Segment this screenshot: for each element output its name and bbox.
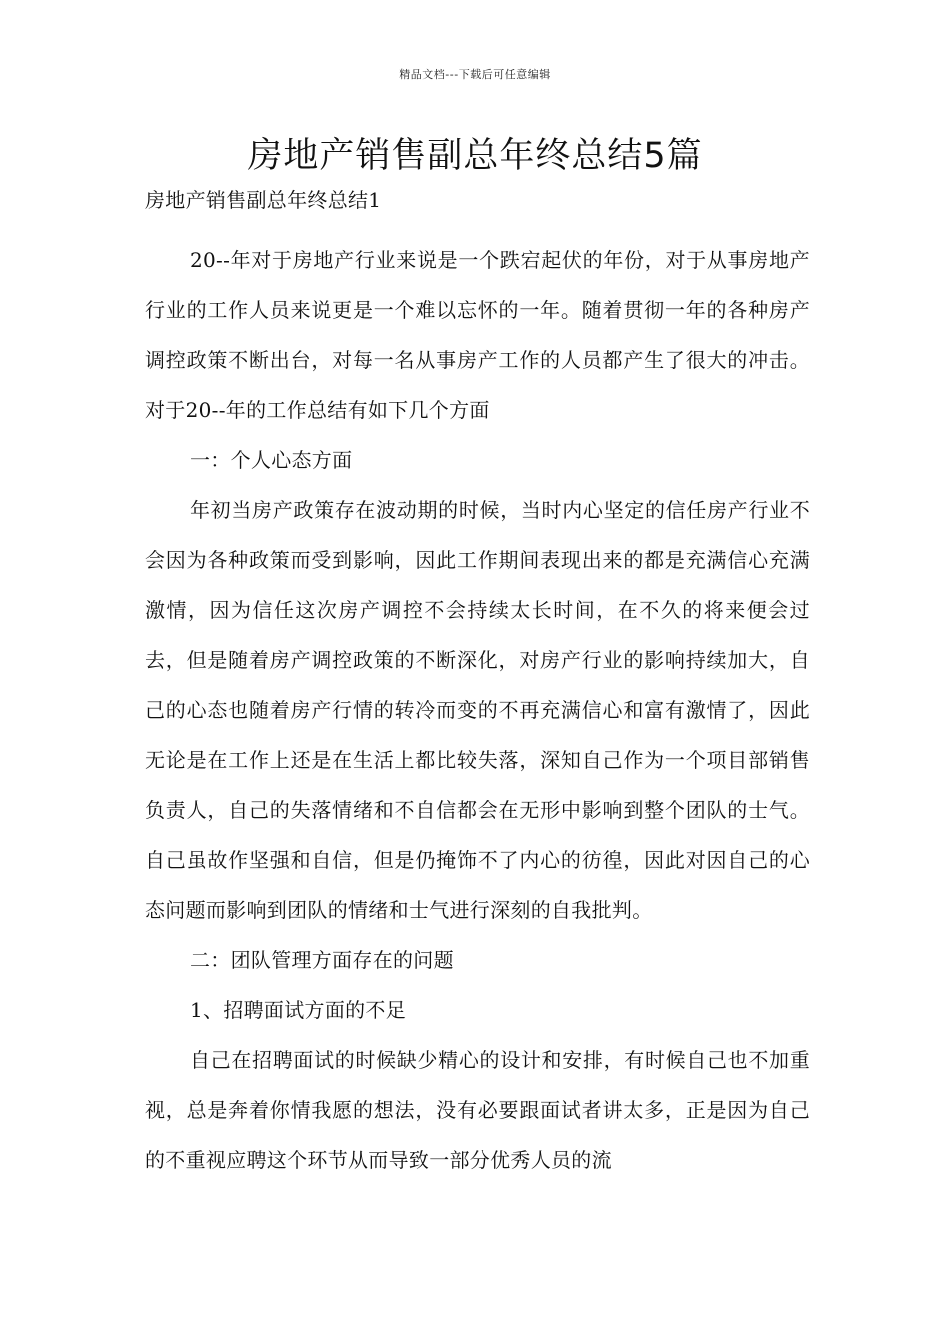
heading-team-management: 二：团队管理方面存在的问题 [190, 948, 454, 972]
paragraph-mindset: 年初当房产政策存在波动期的时候，当时内心坚定的信任房产行业不会因为各种政策而受到影响，因此工作期间表现出来的都是充满信心充满激情，因为信任这次房产调控不会持续太长时间，在不久的将来便会过去，但是随着房产调控政策的不断深化，对房产行业的影响持续加大，自己的心态也随着房产行情的转冷而变的不再充满信心和富有激情了，因此无论是在工作上还是在生活上都比较失落，深知自己作为一个项目部销售负责人，自己的失落情绪和不自信都会在无形中影响到整个团队的士气。自己虽故作坚强和自信，但是仍掩饰不了内心的彷徨，因此对因自己的心态问题而影响到团队的情绪和士气进行深刻的自我批判。 [145, 498, 810, 922]
paragraph-intro: 20--年对于房地产行业来说是一个跌宕起伏的年份，对于从事房地产行业的工作人员来说更是一个难以忘怀的一年。随着贯彻一年的各种房产调控政策不断出台，对每一名从事房产工作的人员都产生了很大的冲击。对于20--年的工作总结有如下几个方面 [145, 248, 810, 422]
header-note: 精品文档---下载后可任意编辑 [399, 68, 551, 81]
paragraph-recruitment: 自己在招聘面试的时候缺少精心的设计和安排，有时候自己也不加重视，总是奔着你情我愿的想法，没有必要跟面试者讲太多，正是因为自己的不重视应聘这个环节从而导致一部分优秀人员的流 [145, 1048, 810, 1172]
heading-recruitment: 1、招聘面试方面的不足 [190, 998, 407, 1022]
heading-personal-mindset: 一：个人心态方面 [190, 448, 353, 472]
section-subtitle: 房地产销售副总年终总结1 [145, 188, 382, 212]
document-body [145, 185, 810, 1185]
document-title: 房地产销售副总年终总结5篇 [247, 136, 703, 176]
